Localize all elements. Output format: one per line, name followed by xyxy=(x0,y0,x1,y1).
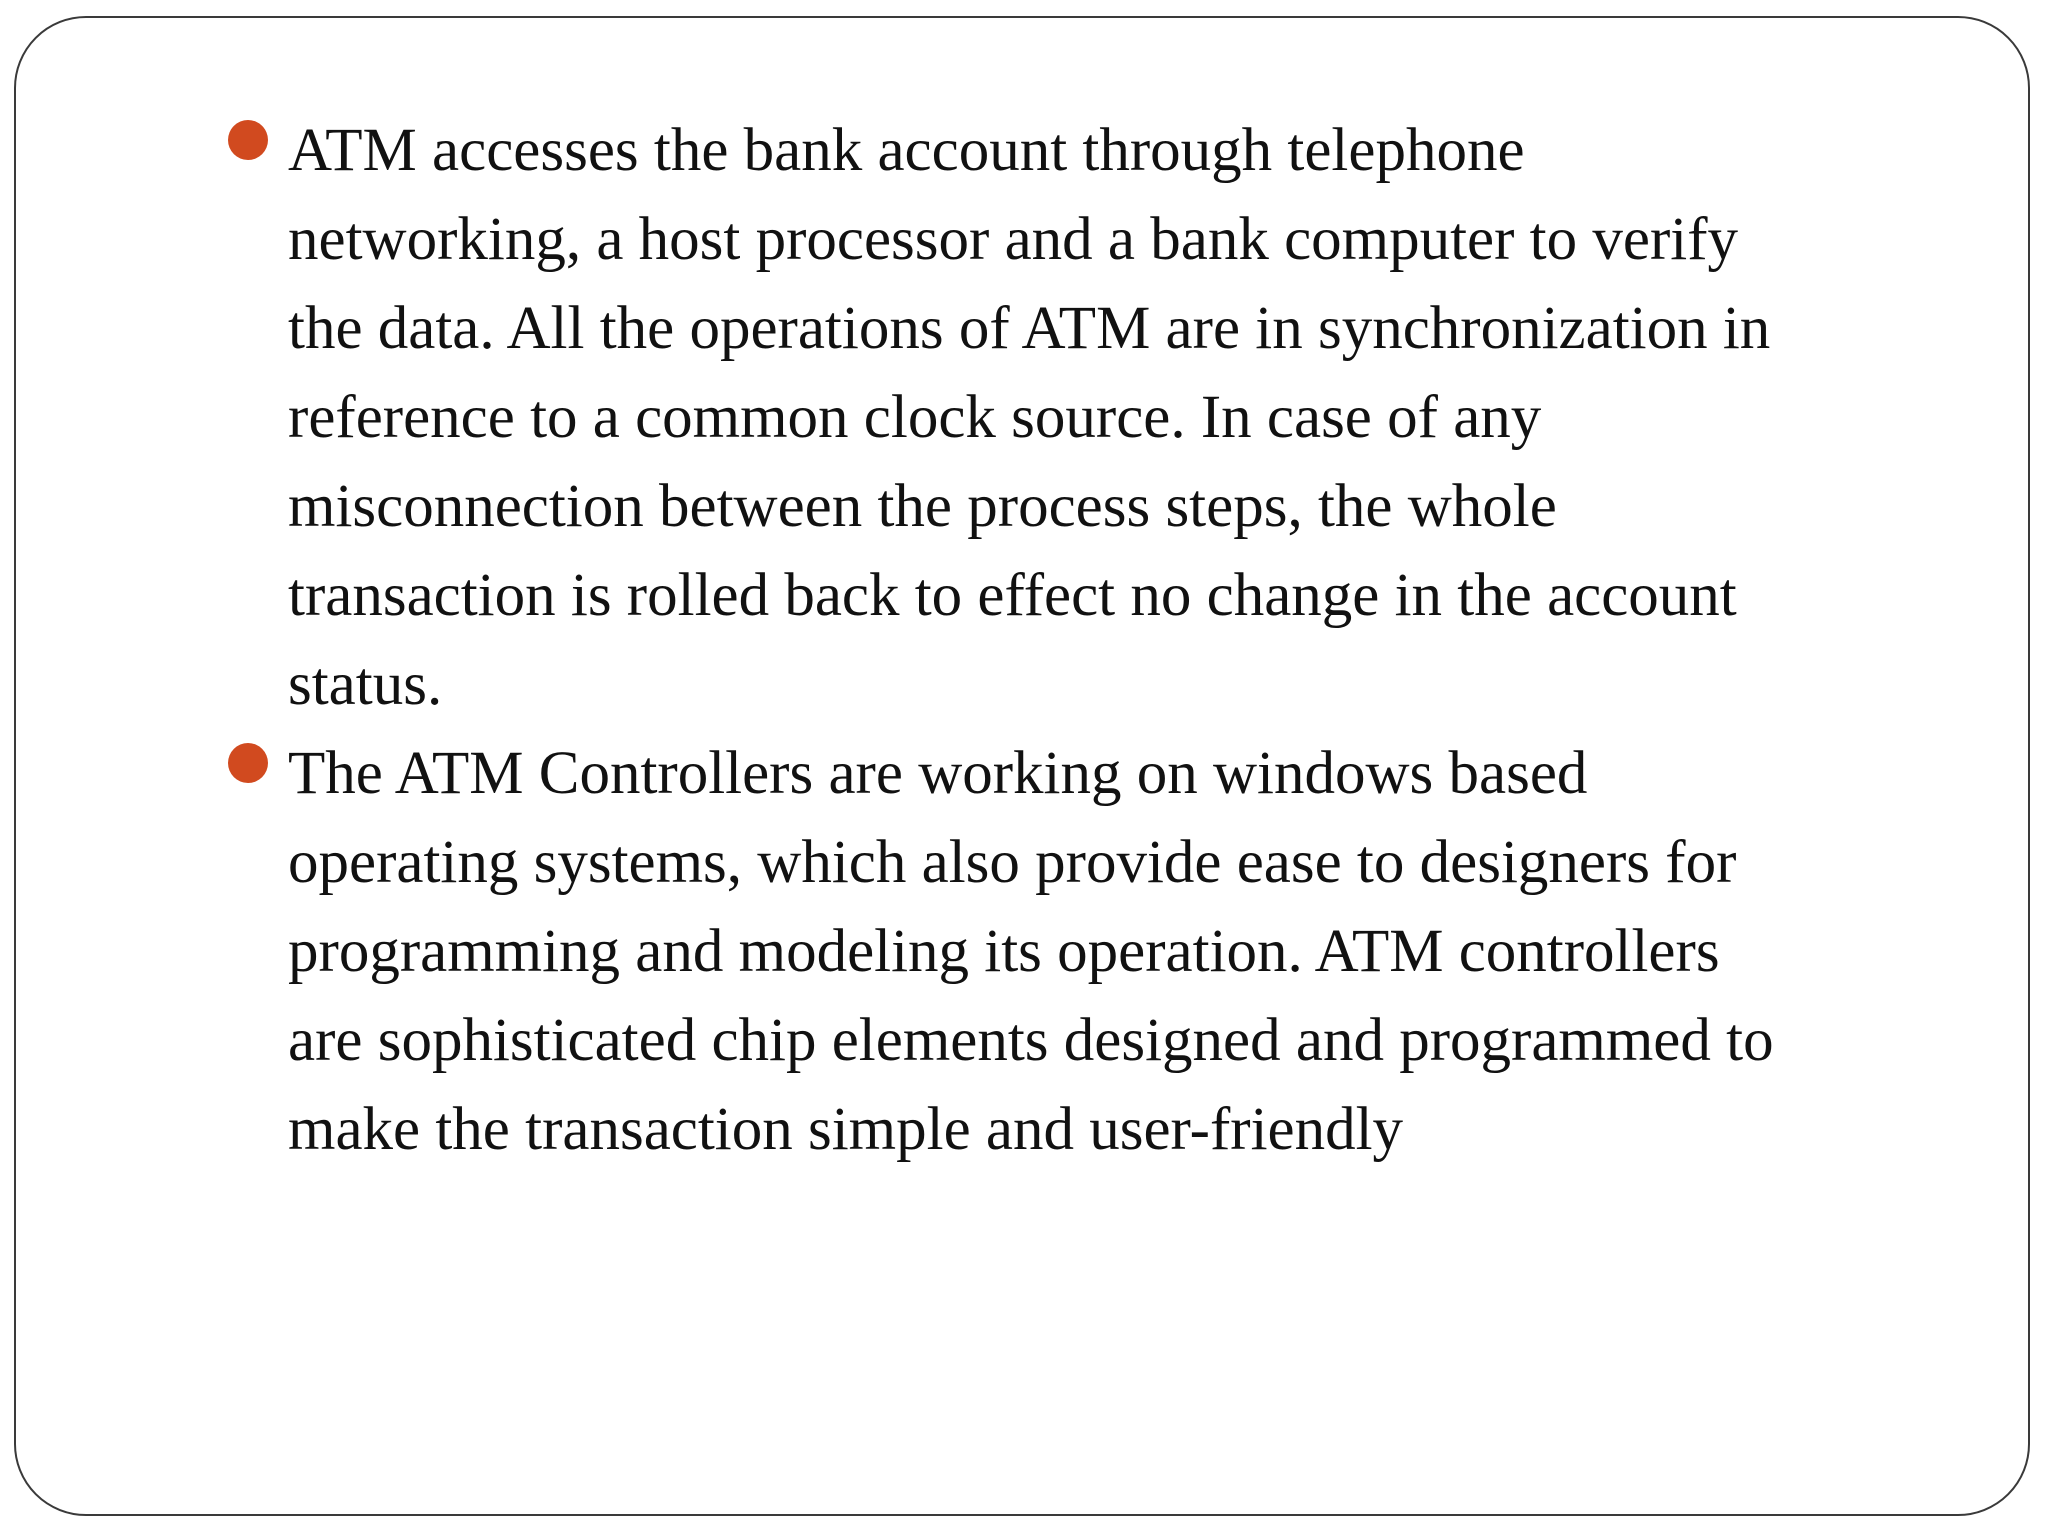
bullet-dot-icon xyxy=(228,120,268,160)
bullet-text: The ATM Controllers are working on windows based operating systems, which also provide ease to designers for programming and modeling its operation. ATM controllers are sophisticated chip elements designed and programmed to make the transaction simple and user-friendly xyxy=(288,740,1774,1163)
bullet-text: ATM accesses the bank account through telephone networking, a host processor and a bank computer to verify the data. All the operations of ATM are in synchronization in reference to a common clock source. In case of any misconnection between the process steps, the whole transaction is rolled back to effect no change in the account status. xyxy=(288,117,1771,718)
bullet-item-1 xyxy=(228,106,1968,729)
bullet-item-2 xyxy=(228,729,1968,1174)
bullet-list xyxy=(228,106,1968,1174)
bullet-dot-icon xyxy=(228,743,268,783)
